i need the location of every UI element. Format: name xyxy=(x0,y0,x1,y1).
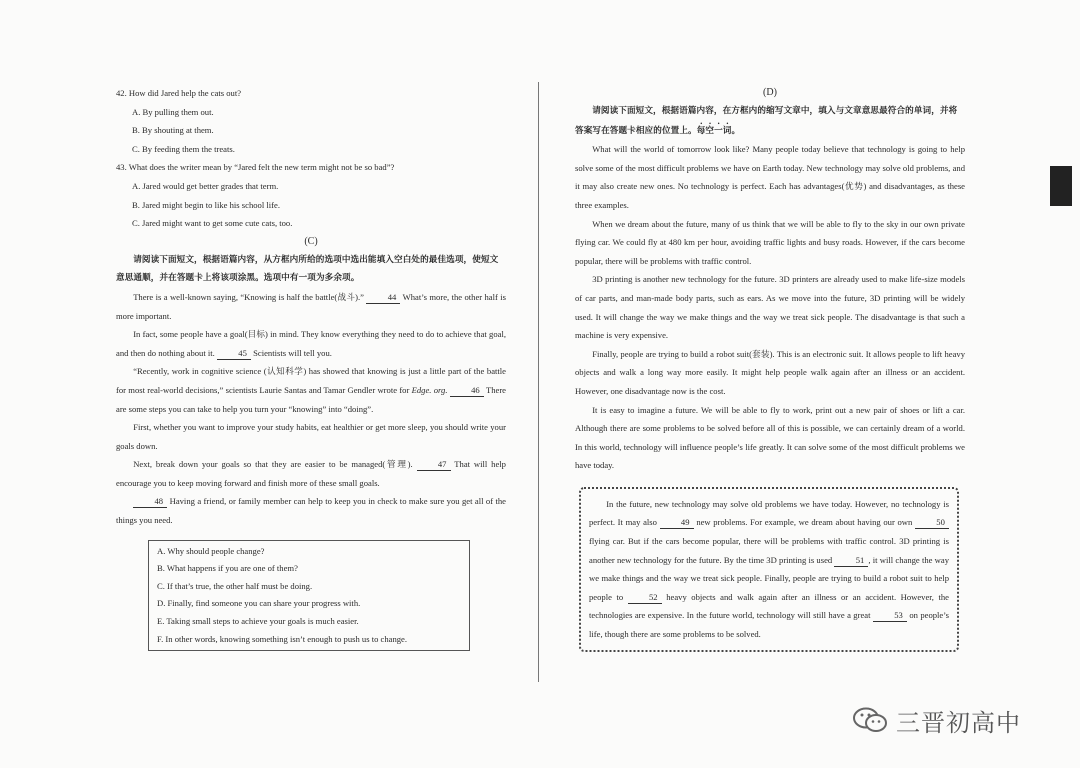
text: , it will change the way we make things and the way we treat sick people. Finally, people are trying to build a robot suit to help people to xyxy=(589,554,949,602)
text: “Recently, work in cognitive science (认知科学) has showed that knowing is just a little part of the battle for most real-world decisions,” scientists Laurie Santas and Tamar Gendler wrote for xyxy=(116,366,506,395)
text: Next, break down your goals so that they are easier to be managed(管理). xyxy=(133,459,413,470)
blank-44: 44 xyxy=(366,292,400,304)
question-42-text: 42. How did Jared help the cats out? xyxy=(116,88,242,98)
blank-53: 53 xyxy=(873,610,907,622)
paragraph-c6 xyxy=(116,492,506,529)
source-name: Edge. org. xyxy=(411,384,448,395)
blank-45: 45 xyxy=(217,348,251,360)
option-43-a: A. Jared would get better grades that term. xyxy=(132,180,279,191)
summary-text xyxy=(589,495,949,644)
paragraph-c2 xyxy=(116,325,506,362)
page-edge-tab xyxy=(1050,166,1072,206)
box-option-e: E. Taking small steps to achieve your goals is much easier. xyxy=(157,616,359,627)
paragraph-c5 xyxy=(116,455,506,492)
paragraph-c3 xyxy=(116,362,506,418)
text: new problems. For example, we dream about having our own xyxy=(696,517,913,528)
option-42-a: A. By pulling them out. xyxy=(132,106,214,117)
blank-51: 51 xyxy=(834,555,868,567)
watermark xyxy=(852,702,1021,738)
text: 请阅读下面短文，根据语篇内容，在方框内的缩写文章中，填入与文章意思最符合的单词，并将答案写在答题卡相应的位置上。 xyxy=(575,106,958,136)
paragraph-d3: 3D printing is another new technology for the future. 3D printers are already used to make life-size models of car parts, and man-made body parts, such as ears. As we move into the future, 3D printing will be widely used. It will change the way we make things and the way we treat sick people. The disadvantage is that such a machine is very expensive. xyxy=(575,274,965,341)
blank-47: 47 xyxy=(417,459,451,471)
paragraph-d1: What will the world of tomorrow look like? Many people today believe that technology is going to help solve some of the most difficult problems we have on Earth today. New technology may solve old problems, and it may also create new ones. No technology is perfect. Each has advantages(优势) and disadvantages, as these three examples. xyxy=(575,144,965,210)
box-option-b: B. What happens if you are one of them? xyxy=(157,563,298,574)
box-option-a: A. Why should people change? xyxy=(157,545,265,556)
text: In fact, some people have a goal(目标) in mind. They know everything they need to do to achieve that goal, and then do nothing about it. xyxy=(116,329,506,358)
section-c xyxy=(116,233,506,651)
summary-box xyxy=(579,487,959,652)
watermark-text: 三晋初高中 xyxy=(896,708,1021,737)
blank-52: 52 xyxy=(628,592,662,604)
wechat-icon xyxy=(852,706,888,734)
text: on people’s life, though there are some problems to be solved. xyxy=(589,610,949,640)
option-42-b: B. By shouting at them. xyxy=(132,125,214,136)
right-column xyxy=(575,84,965,652)
option-43-b: B. Jared might begin to like his school life. xyxy=(132,199,280,210)
blank-50: 50 xyxy=(915,517,949,529)
text: That will help encourage you to keep moving forward and finish more of these small goals. xyxy=(116,459,506,488)
section-c-title: (C) xyxy=(304,235,318,247)
option-43-c: C. Jared might want to get some cute cats, too. xyxy=(132,218,293,229)
emphasis-text: 每空一词 xyxy=(696,125,732,136)
left-column xyxy=(116,84,506,651)
blank-49: 49 xyxy=(660,517,694,529)
text: 。 xyxy=(731,125,741,136)
text: In the future, new technology may solve old problems we have today. However, no technology is perfect. It may also xyxy=(589,498,949,528)
section-c-instruction: 请阅读下面短文，根据语篇内容，从方框内所给的选项中选出能填入空白处的最佳选项，使短文意思通顺，并在答题卡上将该项涂黑。选项中有一项为多余项。 xyxy=(116,254,499,284)
paragraph-c4: First, whether you want to improve your study habits, eat healthier or get more sleep, you should write your goals down. xyxy=(116,422,506,451)
text: There is a well-known saying, “Knowing is half the battle(战斗).” xyxy=(133,291,364,302)
text: There are some steps you can take to help you turn your “knowing” into “doing”. xyxy=(116,384,506,414)
option-42-c: C. By feeding them the treats. xyxy=(132,143,235,154)
section-d-title: (D) xyxy=(763,87,777,98)
text: Having a friend, or family member can help to keep you in check to make sure you get all of the things you need. xyxy=(116,496,506,526)
text: Scientists will tell you. xyxy=(253,347,332,358)
paragraph-d2: When we dream about the future, many of us think that we will be able to fly to the sky in our own private flying car. We could fly at 480 km per hour, avoiding traffic lights and busy roads. However, if the cars become popular, there will be problems with traffic control. xyxy=(575,218,965,266)
paragraph-c1 xyxy=(116,288,506,325)
text: heavy objects and walk again after an illness or an accident. However, the technologies are expensive. In the future world, technology will still have a great xyxy=(589,591,949,621)
text: What’s more, the other half is more important. xyxy=(116,291,506,321)
text: flying car. But if the cars become popular, there will be problems with traffic control. 3D printing is another new technology for the future. By the time 3D printing is used xyxy=(589,536,949,565)
question-42 xyxy=(116,84,506,158)
paragraph-d5: It is easy to imagine a future. We will be able to fly to work, print out a new pair of shoes or lift a car. Although there are some problems to be solved before all of this is possible, we can certainly dream of a world. In this world, technology will influence people’s life greatly. It can solve some of the most difficult problems we have today. xyxy=(575,404,965,471)
question-43 xyxy=(116,158,506,232)
column-divider xyxy=(538,82,539,682)
blank-46: 46 xyxy=(450,385,484,397)
blank-48: 48 xyxy=(133,496,167,508)
question-43-text: 43. What does the writer mean by “Jared felt the new term might not be so bad”? xyxy=(116,162,395,173)
box-option-d: D. Finally, find someone you can share your progress with. xyxy=(157,598,361,609)
options-box xyxy=(148,540,470,652)
paragraph-d4: Finally, people are trying to build a robot suit(套装). This is an electronic suit. It allows people to lift heavy objects and walk a long way more easily. It might help people walk again after an illness or an accident. However, one disadvantage now is the cost. xyxy=(575,348,965,396)
box-option-f: F. In other words, knowing something isn’t enough to push us to change. xyxy=(157,633,408,644)
section-d-instruction xyxy=(575,102,965,140)
box-option-c: C. If that’s true, the other half must be doing. xyxy=(157,580,313,591)
